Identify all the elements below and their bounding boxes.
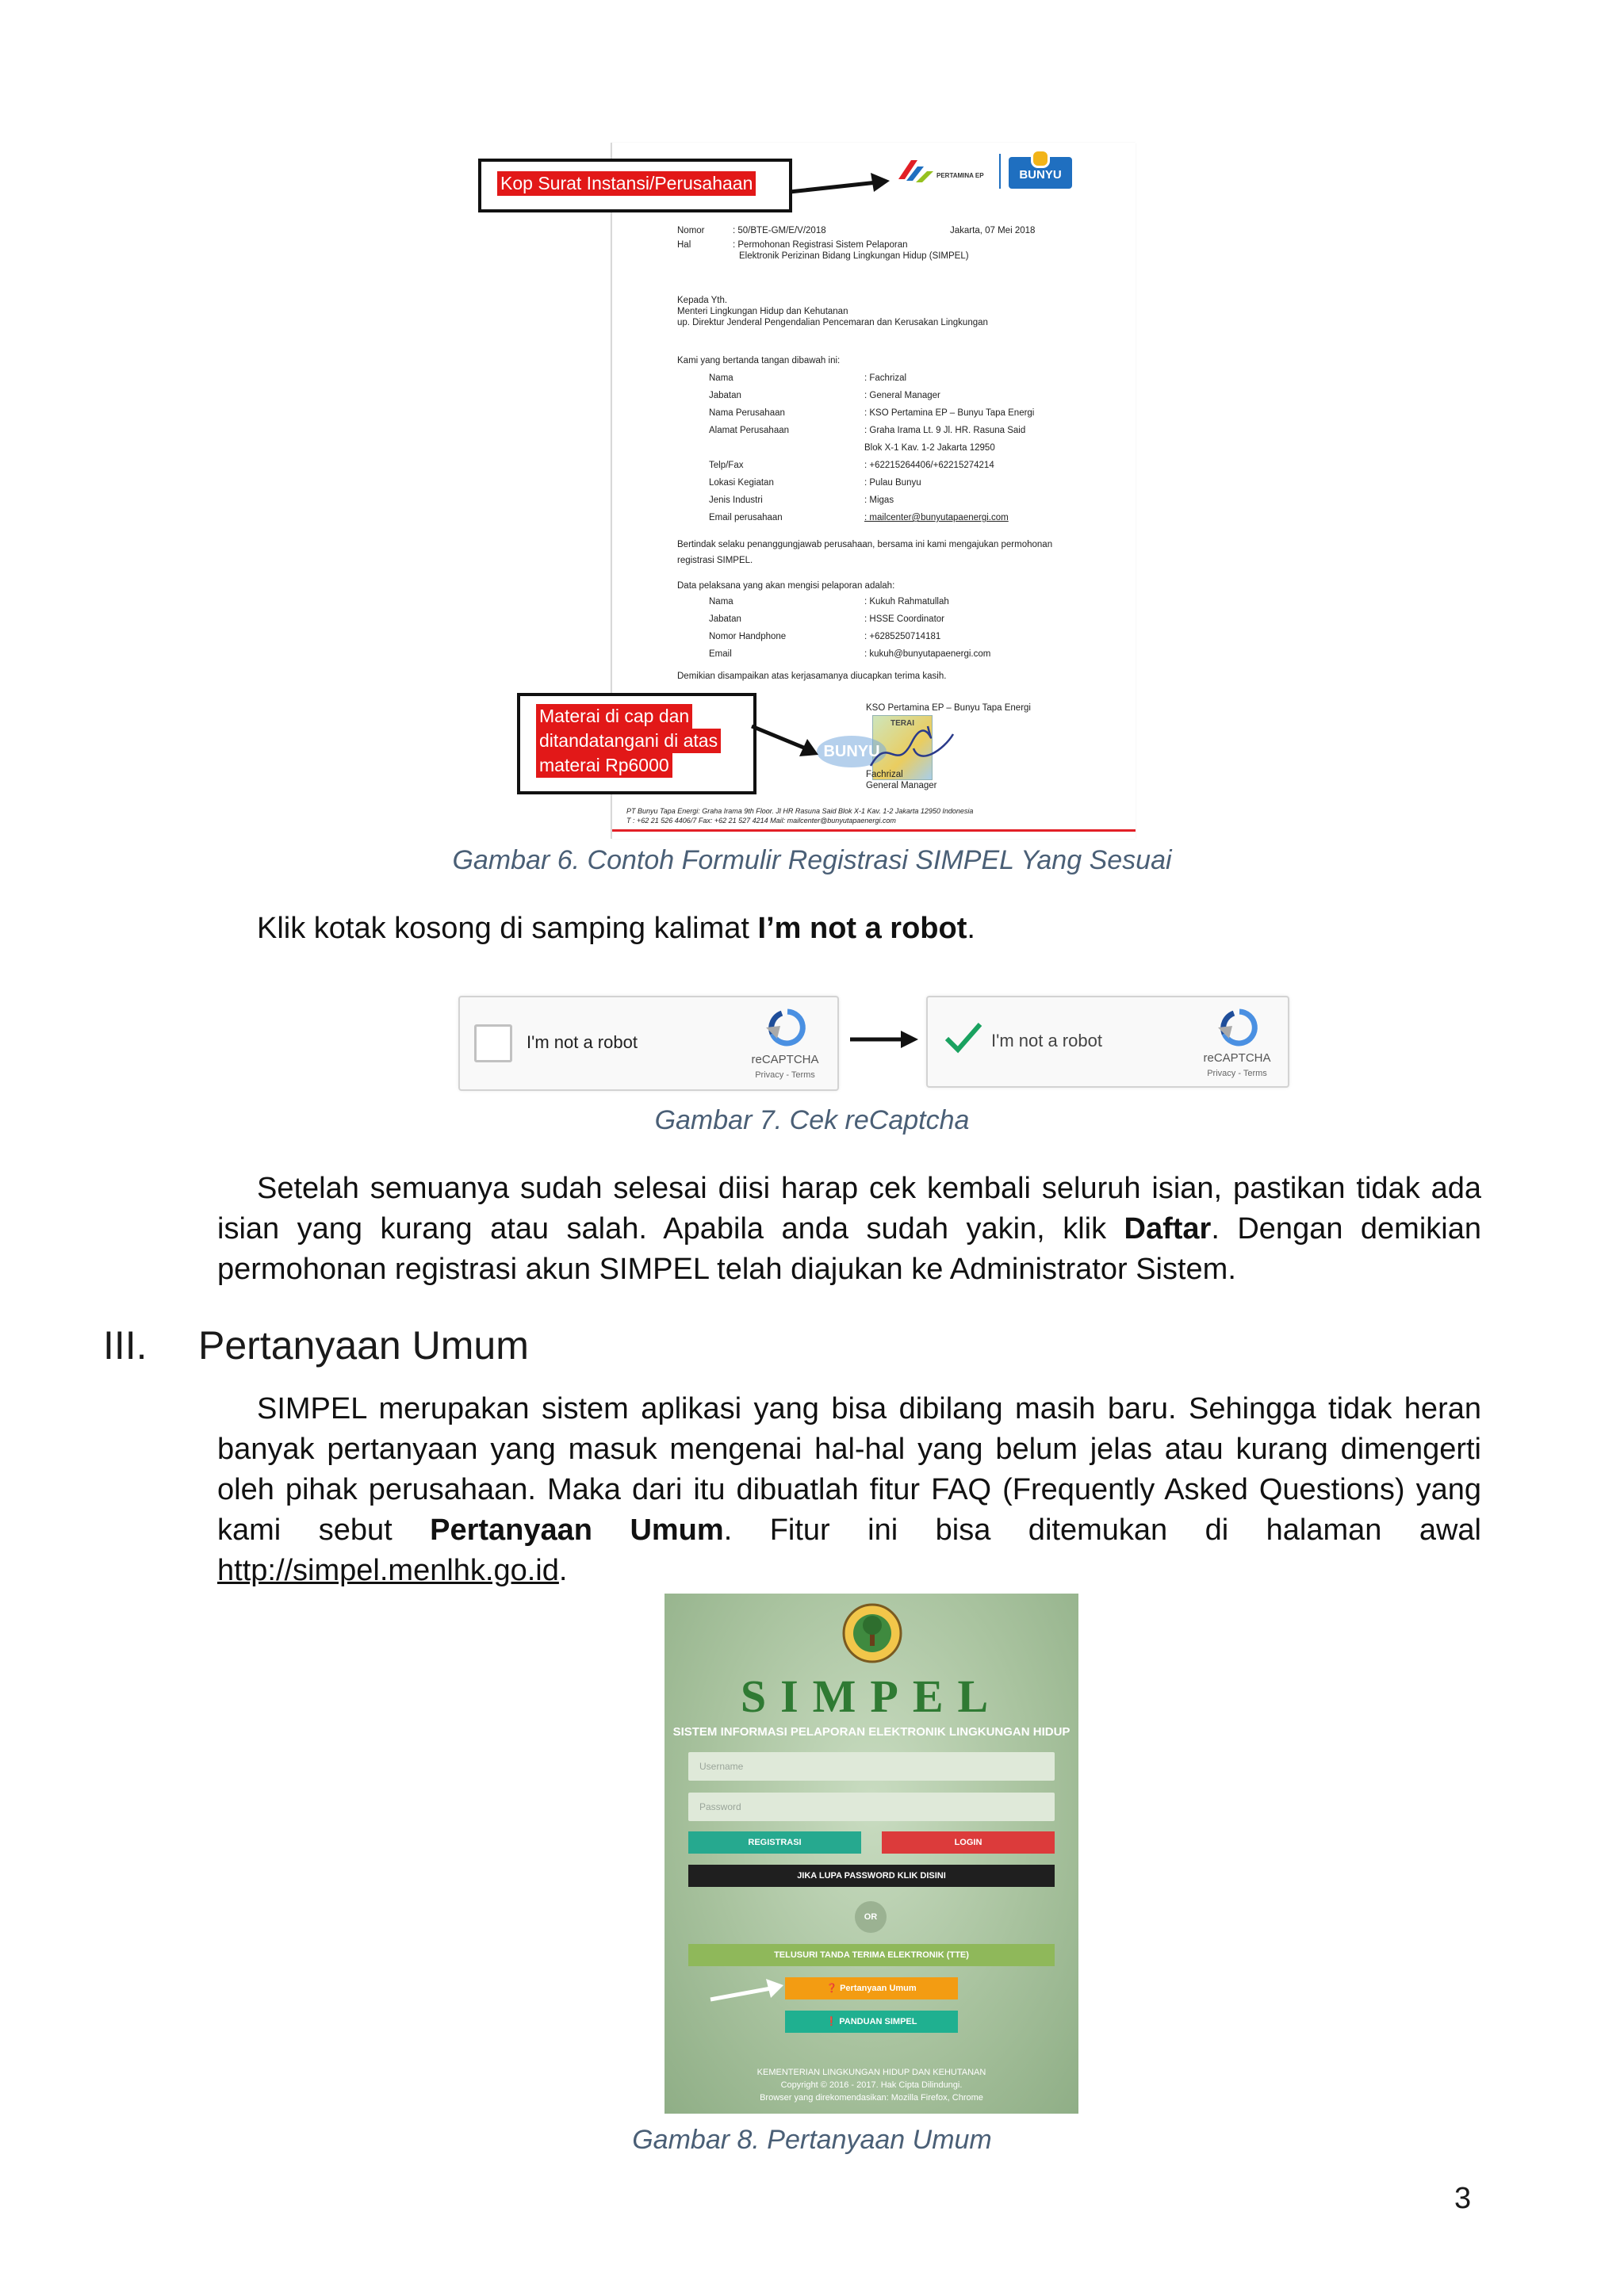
section-number: III. — [103, 1323, 147, 1368]
recaptcha-logo-icon — [764, 1007, 810, 1048]
field-label: Nama — [709, 597, 733, 607]
paragraph-robot-bold: I’m not a robot — [757, 912, 967, 945]
simpel-subtitle: SISTEM INFORMASI PELAPORAN ELEKTRONIK LINGKUNGAN HIDUP — [672, 1725, 1071, 1739]
nomor-label: Nomor — [677, 226, 705, 235]
recaptcha-label: I'm not a robot — [991, 1031, 1102, 1050]
simpel-login-screenshot — [665, 1594, 1078, 2114]
pertanyaan-umum-button[interactable]: ❓ Pertanyaan Umum — [785, 1977, 958, 1999]
paragraph-faq-mid: . Fitur ini bisa ditemukan di halaman awal — [723, 1513, 1481, 1547]
kepada-2: Menteri Lingkungan Hidup dan Kehutanan — [677, 307, 848, 316]
recaptcha-logo-icon — [1216, 1007, 1262, 1048]
data-pelaksana: Data pelaksana yang akan mengisi pelaporan adalah: — [677, 581, 895, 591]
field-value: : Migas — [864, 496, 894, 505]
letter-footer-2: T : +62 21 526 4406/7 Fax: +62 21 527 4214 Mail: mailcenter@bunyutapaenergi.com — [626, 817, 896, 825]
section-title: Pertanyaan Umum — [198, 1323, 529, 1368]
bunyu-logo-text: BUNYU — [1019, 168, 1062, 182]
password-input[interactable]: Password — [688, 1793, 1055, 1821]
company-seal-icon: BUNYU — [817, 736, 887, 767]
registrasi-button[interactable]: REGISTRASI — [688, 1831, 861, 1854]
pertamina-logo-text: PERTAMINA EP — [936, 172, 984, 179]
paragraph-faq-bold: Pertanyaan Umum — [430, 1513, 724, 1547]
sign-name: Fachrizal — [866, 770, 903, 779]
panduan-simpel-button[interactable]: ❗ PANDUAN SIMPEL — [785, 2011, 958, 2033]
callout-materai-line-3: materai Rp6000 — [536, 753, 672, 778]
field-value: : kukuh@bunyutapaenergi.com — [864, 649, 991, 659]
or-badge: OR — [855, 1901, 887, 1933]
field-value: : KSO Pertamina EP – Bunyu Tapa Energi — [864, 408, 1035, 418]
field-value: : HSSE Coordinator — [864, 614, 944, 624]
kepada-3: up. Direktur Jenderal Pengendalian Pencemaran dan Kerusakan Lingkungan — [677, 318, 988, 327]
simpel-title: SIMPEL — [740, 1670, 1003, 1722]
field-label: Jabatan — [709, 391, 741, 400]
letter-date: Jakarta, 07 Mei 2018 — [950, 226, 1036, 235]
hal-label: Hal — [677, 240, 691, 250]
recaptcha-privacy[interactable]: Privacy - Terms — [755, 1070, 815, 1080]
intro-line: Kami yang bertanda tangan dibawah ini: — [677, 356, 841, 365]
paragraph-robot-end: . — [967, 912, 975, 945]
arrow-right-icon — [848, 1027, 921, 1051]
arrow-right-icon — [707, 1976, 787, 2007]
hal-value-1: : Permohonan Registrasi Sistem Pelaporan — [733, 240, 908, 250]
arrow-right-icon — [750, 721, 822, 761]
logo-divider — [999, 154, 1001, 189]
pertamina-logo-icon — [894, 155, 989, 187]
field-value: : Pulau Bunyu — [864, 478, 921, 488]
field-value: : mailcenter@bunyutapaenergi.com — [864, 513, 1009, 522]
field-value: : Graha Irama Lt. 9 Jl. HR. Rasuna Said — [864, 426, 1026, 435]
recaptcha-brand: reCAPTCHA — [1203, 1051, 1271, 1065]
field-label: Nama — [709, 373, 733, 383]
hal-value-2: Elektronik Perizinan Bidang Lingkungan Hidup (SIMPEL) — [739, 251, 969, 261]
recaptcha-unchecked[interactable] — [458, 996, 839, 1091]
bunyu-logo-icon — [1009, 157, 1072, 189]
simpel-footer-2: Copyright © 2016 - 2017. Hak Cipta Dilindungi. — [780, 2080, 963, 2090]
tte-button[interactable]: TELUSURI TANDA TERIMA ELEKTRONIK (TTE) — [688, 1944, 1055, 1966]
recaptcha-label: I'm not a robot — [527, 1032, 638, 1052]
paragraph-robot-text: Klik kotak kosong di samping kalimat — [257, 912, 758, 945]
bertindak-1: Bertindak selaku penanggungjawab perusahaan, bersama ini kami mengajukan permohonan — [677, 540, 1053, 549]
lupa-password-button[interactable]: JIKA LUPA PASSWORD KLIK DISINI — [688, 1865, 1055, 1887]
recaptcha-brand: reCAPTCHA — [751, 1053, 819, 1066]
arrow-right-icon — [788, 168, 893, 200]
field-value: : +62215264406/+62215274214 — [864, 461, 994, 470]
recaptcha-checkbox[interactable] — [474, 1024, 512, 1062]
field-label: Nomor Handphone — [709, 632, 787, 641]
login-button[interactable]: LOGIN — [882, 1831, 1055, 1854]
sign-company: KSO Pertamina EP – Bunyu Tapa Energi — [866, 703, 1031, 713]
field-label: Alamat Perusahaan — [709, 426, 790, 435]
paragraph-faq-end: . — [558, 1554, 568, 1587]
stamp-text: TERAI — [891, 719, 914, 728]
callout-kop — [478, 159, 792, 212]
paragraph-daftar-text: Setelah semuanya sudah selesai diisi harap cek kembali seluruh isian, pastikan tidak ada isian yang kurang atau salah. Apabila anda sudah yakin, klik — [217, 1172, 1481, 1246]
checkmark-icon — [944, 1020, 983, 1054]
letter-footer-1: PT Bunyu Tapa Energi: Graha Irama 9th Floor. Jl HR Rasuna Said Blok X-1 Kav. 1-2 Jakarta 12950 Indonesia — [626, 807, 974, 815]
field-label: Nama Perusahaan — [709, 408, 785, 418]
callout-materai-line-1: Materai di cap dan — [536, 704, 692, 729]
kepada-1: Kepada Yth. — [677, 296, 728, 305]
klhk-emblem-icon — [841, 1601, 904, 1665]
paragraph-daftar — [217, 1169, 1481, 1290]
field-label: Jenis Industri — [709, 496, 763, 505]
figure-7-caption: Gambar 7. Cek reCaptcha — [654, 1105, 970, 1135]
field-label: Jabatan — [709, 614, 741, 624]
paragraph-robot — [257, 909, 1478, 949]
field-value: : +6285250714181 — [864, 632, 941, 641]
callout-materai — [517, 693, 756, 794]
paragraph-daftar-bold: Daftar — [1124, 1212, 1212, 1246]
recaptcha-privacy[interactable]: Privacy - Terms — [1207, 1069, 1267, 1078]
page-number: 3 — [1454, 2182, 1472, 2215]
demikian-line: Demikian disampaikan atas kerjasamanya diucapkan terima kasih. — [677, 672, 947, 681]
simpel-footer-1: KEMENTERIAN LINGKUNGAN HIDUP DAN KEHUTANAN — [756, 2068, 986, 2077]
sign-title: General Manager — [866, 781, 937, 790]
simpel-link[interactable]: http://simpel.menlhk.go.id — [217, 1554, 559, 1587]
username-input[interactable]: Username — [688, 1752, 1055, 1781]
field-label: Lokasi Kegiatan — [709, 478, 774, 488]
paragraph-faq-text: SIMPEL merupakan sistem aplikasi yang bisa dibilang masih baru. Sehingga tidak heran banyak pertanyaan yang masuk mengenai hal-hal yang belum jelas atau kurang dimengerti oleh pihak perusahaan. Maka dari itu dibuatlah fitur FAQ (Frequently Asked Questions) yang kami sebut — [217, 1392, 1481, 1547]
letter-footer-rule — [612, 829, 1136, 832]
paragraph-daftar-end: . Dengan demikian permohonan registrasi akun SIMPEL telah diajukan ke Administrator Sistem. — [217, 1212, 1481, 1286]
callout-materai-line-2: ditandatangani di atas — [536, 729, 721, 753]
figure-6-caption: Gambar 6. Contoh Formulir Registrasi SIMPEL Yang Sesuai — [452, 845, 1172, 875]
simpel-footer-3: Browser yang direkomendasikan: Mozilla Firefox, Chrome — [760, 2093, 983, 2103]
nomor-value: : 50/BTE-GM/E/V/2018 — [733, 226, 826, 235]
field-label: Telp/Fax — [709, 461, 744, 470]
field-label: Email — [709, 649, 732, 659]
field-value: : General Manager — [864, 391, 940, 400]
field-value: Blok X-1 Kav. 1-2 Jakarta 12950 — [864, 443, 995, 453]
paragraph-faq — [217, 1389, 1481, 1591]
field-value: : Kukuh Rahmatullah — [864, 597, 949, 607]
field-value: : Fachrizal — [864, 373, 907, 383]
bertindak-2: registrasi SIMPEL. — [677, 556, 753, 565]
recaptcha-checked[interactable] — [926, 996, 1289, 1088]
field-label: Email perusahaan — [709, 513, 783, 522]
callout-kop-label: Kop Surat Instansi/Perusahaan — [497, 171, 756, 196]
figure-8-caption: Gambar 8. Pertanyaan Umum — [632, 2125, 992, 2155]
